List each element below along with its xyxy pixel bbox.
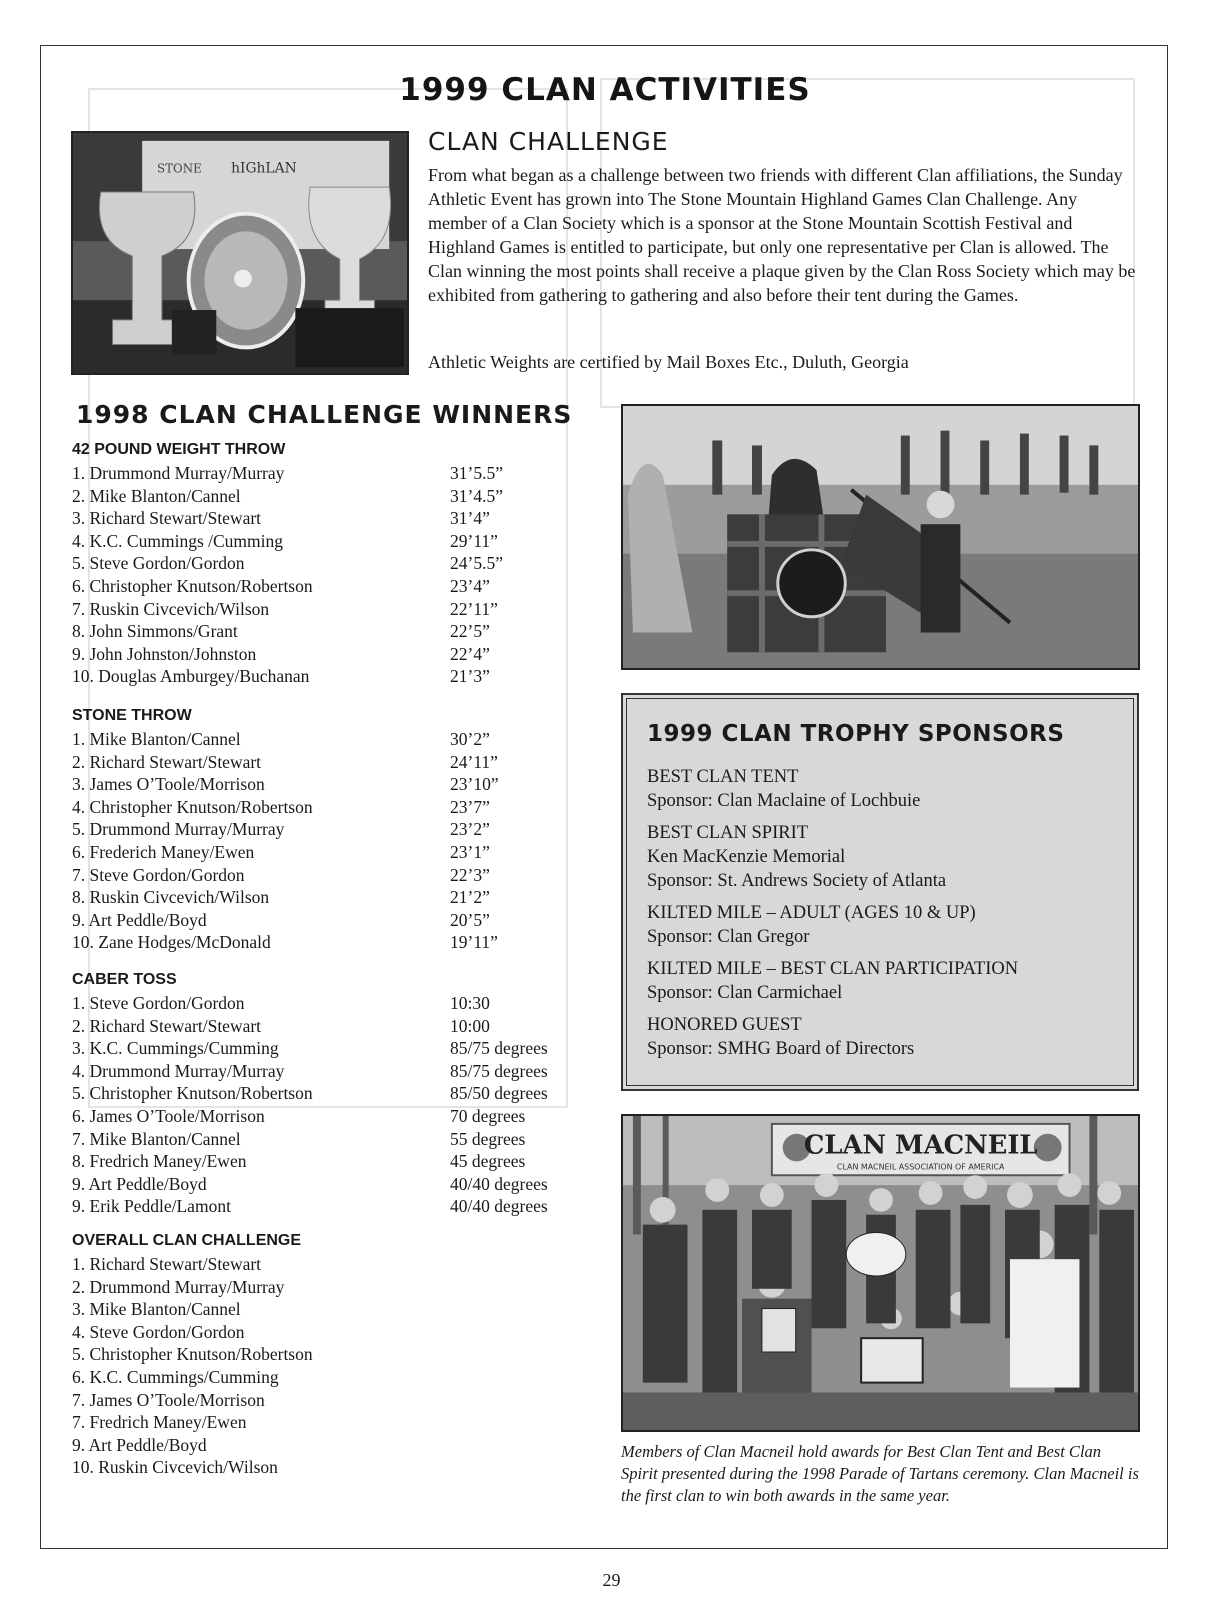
result-mark: 45 degrees [450, 1151, 526, 1172]
event-weight-throw [72, 441, 592, 688]
result-mark: 24’11” [450, 751, 498, 772]
result-row [72, 909, 592, 932]
result-mark: 31’5.5” [450, 463, 503, 483]
result-name: 7. Fredrich Maney/Ewen [72, 1412, 247, 1433]
result-name: 1. Mike Blanton/Cannel [72, 729, 241, 749]
award-line: Sponsor: Clan Gregor [647, 927, 810, 947]
result-name: 3. Richard Stewart/Stewart [72, 508, 262, 529]
result-mark: 10:30 [450, 993, 490, 1013]
result-row [72, 575, 592, 598]
result-row [72, 773, 592, 796]
result-row [72, 1298, 592, 1321]
result-row [72, 598, 592, 621]
svg-text:hIGhLAN: hIGhLAN [231, 160, 297, 177]
award-line: BEST CLAN SPIRIT [647, 823, 809, 843]
event-caber-toss [72, 971, 592, 1218]
result-name: 3. K.C. Cummings/Cumming [72, 1038, 279, 1059]
event-stone-throw [72, 707, 592, 954]
result-mark: 21’2” [450, 887, 490, 908]
result-name: 7. Steve Gordon/Gordon [72, 864, 245, 885]
result-name: 1. Steve Gordon/Gordon [72, 993, 245, 1013]
award-kilted-mile-participation [647, 957, 1113, 1005]
result-name: 10. Ruskin Civcevich/Wilson [72, 1457, 278, 1478]
result-row [72, 818, 592, 841]
result-row [72, 1105, 592, 1128]
result-row [72, 1456, 592, 1479]
result-row [72, 1411, 592, 1434]
result-name: 1. Richard Stewart/Stewart [72, 1254, 262, 1274]
event-overall-clan-challenge [72, 1232, 592, 1479]
result-row [72, 841, 592, 864]
result-mark: 22’11” [450, 598, 498, 619]
svg-text:STONE: STONE [156, 161, 202, 176]
result-row [72, 1150, 592, 1173]
result-row [72, 992, 592, 1015]
result-name: 7. Ruskin Civcevich/Wilson [72, 598, 270, 619]
result-mark: 23’2” [450, 819, 490, 840]
result-name: 8. Ruskin Civcevich/Wilson [72, 887, 270, 908]
parade-of-tartans-photo [621, 404, 1140, 670]
result-name: 2. Richard Stewart/Stewart [72, 751, 262, 772]
result-mark: 85/75 degrees [450, 1038, 548, 1059]
result-mark: 29’11” [450, 530, 498, 551]
result-mark: 19’11” [450, 932, 498, 953]
result-name: 8. Fredrich Maney/Ewen [72, 1151, 247, 1172]
result-row [72, 1253, 592, 1276]
result-name: 5. Steve Gordon/Gordon [72, 553, 245, 574]
result-name: 6. Frederich Maney/Ewen [72, 841, 255, 862]
result-name: 7. James O’Toole/Morrison [72, 1389, 265, 1410]
result-row [72, 462, 592, 485]
winners-heading: 1998 CLAN CHALLENGE WINNERS [76, 400, 573, 429]
result-name: 4. K.C. Cummings /Cumming [72, 530, 283, 551]
result-name: 5. Drummond Murray/Murray [72, 819, 285, 840]
result-mark: 22’5” [450, 621, 490, 642]
result-name: 9. Erik Peddle/Lamont [72, 1196, 231, 1217]
result-name: 9. John Johnston/Johnston [72, 643, 257, 664]
clan-challenge-body: From what began as a challenge between two friends with different Clan affiliations, the Sunday Athletic Event has grown into The Stone Mountain Highland Games Clan Challenge. Any member of a Clan Society which is a sponsor at the Stone Mountain Scottish Festival and Highland Games is entitled to participate, but only one representative per Clan is allowed. The Clan winning the most points shall receive a plaque given by the Clan Ross Society which may be exhibited from gathering to gathering and also before their tent during the Games. [428, 165, 1136, 305]
event-title: CABER TOSS [72, 971, 177, 988]
result-row [72, 1321, 592, 1344]
result-name: 2. Richard Stewart/Stewart [72, 1015, 262, 1036]
award-kilted-mile-adult [647, 901, 1113, 949]
result-row [72, 1276, 592, 1299]
result-row [72, 1434, 592, 1457]
result-name: 10. Douglas Amburgey/Buchanan [72, 666, 310, 687]
award-best-clan-spirit [647, 821, 1113, 893]
trophies-photo [71, 131, 409, 375]
result-row [72, 886, 592, 909]
result-name: 10. Zane Hodges/McDonald [72, 932, 271, 953]
award-line: Sponsor: SMHG Board of Directors [647, 1039, 915, 1059]
result-row [72, 1060, 592, 1083]
photo-caption: Members of Clan Macneil hold awards for Best Clan Tent and Best Clan Spirit presented during the 1998 Parade of Tartans ceremony. Clan Macneil is the first clan to win both awards in the same year. [621, 1442, 1139, 1505]
result-row [72, 1389, 592, 1412]
result-name: 6. K.C. Cummings/Cumming [72, 1366, 279, 1387]
award-line: HONORED GUEST [647, 1015, 802, 1035]
event-title: OVERALL CLAN CHALLENGE [72, 1232, 302, 1249]
result-row [72, 1343, 592, 1366]
result-mark: 23’1” [450, 841, 490, 862]
result-name: 4. Drummond Murray/Murray [72, 1060, 285, 1081]
award-line: Sponsor: St. Andrews Society of Atlanta [647, 871, 947, 891]
award-line: KILTED MILE – ADULT (AGES 10 & UP) [647, 903, 976, 923]
result-mark: 23’4” [450, 575, 490, 596]
result-name: 2. Mike Blanton/Cannel [72, 485, 241, 506]
result-name: 3. Mike Blanton/Cannel [72, 1299, 241, 1320]
result-mark: 85/75 degrees [450, 1060, 548, 1081]
result-mark: 55 degrees [450, 1128, 526, 1149]
result-name: 7. Mike Blanton/Cannel [72, 1128, 241, 1149]
award-honored-guest [647, 1013, 1113, 1061]
clan-macneil-banner-text: CLAN MACNEIL [803, 1130, 1038, 1161]
result-mark: 21’3” [450, 666, 490, 687]
result-name: 5. Christopher Knutson/Robertson [72, 1344, 313, 1365]
event-title: STONE THROW [72, 707, 192, 724]
result-name: 9. Art Peddle/Boyd [72, 1434, 207, 1455]
result-mark: 31’4.5” [450, 485, 503, 506]
result-mark: 23’10” [450, 774, 499, 795]
result-name: 6. James O’Toole/Morrison [72, 1105, 265, 1126]
award-line: Sponsor: Clan Maclaine of Lochbuie [647, 791, 921, 811]
award-line: BEST CLAN TENT [647, 767, 799, 787]
award-line: KILTED MILE – BEST CLAN PARTICIPATION [647, 959, 1019, 979]
result-name: 8. John Simmons/Grant [72, 621, 238, 642]
result-mark: 22’3” [450, 864, 490, 885]
result-row [72, 1173, 592, 1196]
clan-challenge-heading: CLAN CHALLENGE [428, 127, 669, 156]
trophy-sponsors-inner [626, 698, 1134, 1086]
result-row [72, 507, 592, 530]
result-row [72, 1195, 592, 1218]
result-name: 6. Christopher Knutson/Robertson [72, 575, 313, 596]
result-row [72, 530, 592, 553]
award-best-clan-tent [647, 765, 1113, 813]
result-mark: 30’2” [450, 729, 490, 749]
result-row [72, 665, 592, 688]
result-name: 3. James O’Toole/Morrison [72, 774, 265, 795]
result-row [72, 1015, 592, 1038]
event-title: 42 POUND WEIGHT THROW [72, 441, 286, 458]
result-row [72, 728, 592, 751]
result-mark: 40/40 degrees [450, 1196, 548, 1217]
result-mark: 20’5” [450, 909, 490, 930]
clan-macneil-banner-subtitle: CLAN MACNEIL ASSOCIATION OF AMERICA [836, 1162, 1005, 1172]
result-row [72, 796, 592, 819]
result-mark: 24’5.5” [450, 553, 503, 574]
result-name: 2. Drummond Murray/Murray [72, 1276, 285, 1297]
result-name: 1. Drummond Murray/Murray [72, 463, 285, 483]
certified-weights-note: Athletic Weights are certified by Mail Boxes Etc., Duluth, Georgia [428, 352, 909, 372]
clan-macneil-photo [621, 1114, 1140, 1432]
result-mark: 23’7” [450, 796, 490, 817]
result-mark: 31’4” [450, 508, 490, 529]
result-mark: 70 degrees [450, 1105, 526, 1126]
result-row [72, 1366, 592, 1389]
result-mark: 40/40 degrees [450, 1173, 548, 1194]
result-row [72, 620, 592, 643]
award-line: Sponsor: Clan Carmichael [647, 983, 843, 1003]
result-row [72, 1037, 592, 1060]
result-name: 4. Steve Gordon/Gordon [72, 1321, 245, 1342]
result-mark: 22’4” [450, 643, 490, 664]
page-number: 29 [602, 1570, 621, 1590]
result-row [72, 643, 592, 666]
result-name: 9. Art Peddle/Boyd [72, 909, 207, 930]
result-row [72, 864, 592, 887]
trophy-sponsors-box [621, 693, 1139, 1091]
result-row [72, 1128, 592, 1151]
result-row [72, 485, 592, 508]
result-row [72, 931, 592, 954]
result-name: 9. Art Peddle/Boyd [72, 1173, 207, 1194]
page-title: 1999 CLAN ACTIVITIES [399, 72, 811, 108]
award-line: Ken MacKenzie Memorial [647, 847, 846, 867]
result-name: 5. Christopher Knutson/Robertson [72, 1083, 313, 1104]
result-mark: 10:00 [450, 1015, 490, 1036]
result-name: 4. Christopher Knutson/Robertson [72, 796, 313, 817]
result-row [72, 1082, 592, 1105]
result-row [72, 751, 592, 774]
result-mark: 85/50 degrees [450, 1083, 548, 1104]
trophy-sponsors-heading: 1999 CLAN TROPHY SPONSORS [647, 721, 1065, 747]
result-row [72, 552, 592, 575]
